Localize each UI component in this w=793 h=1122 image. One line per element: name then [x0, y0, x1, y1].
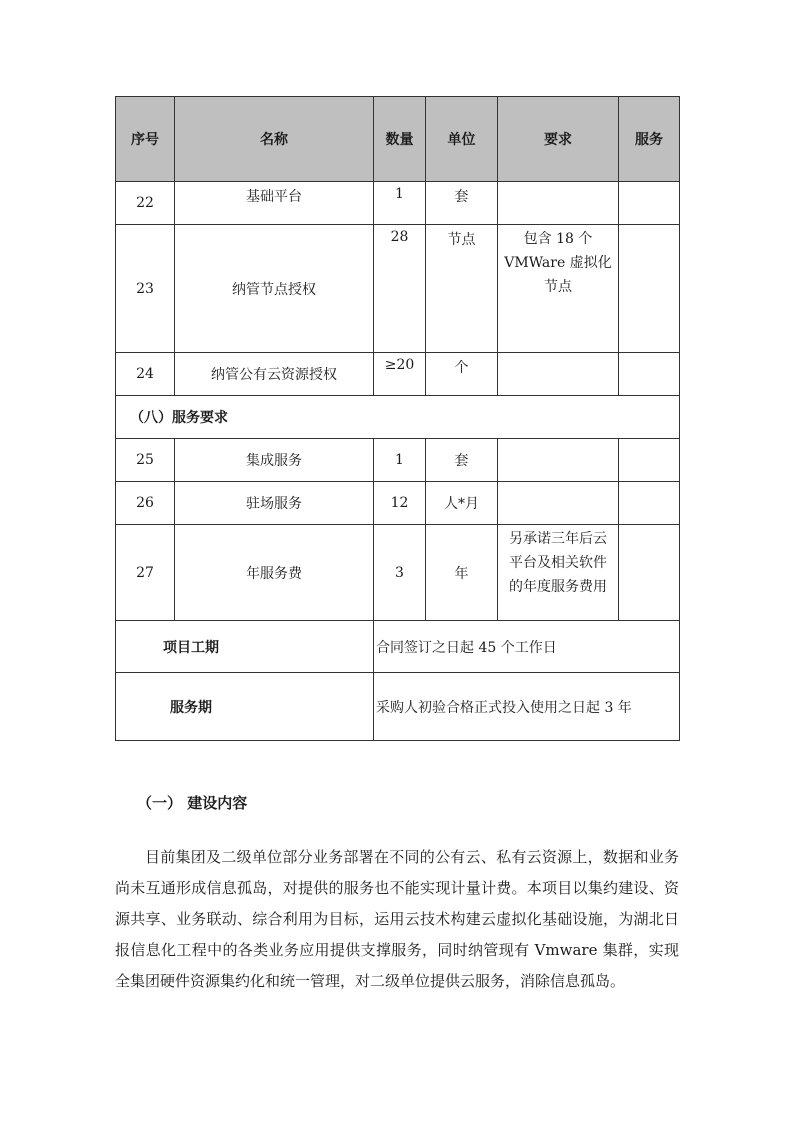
row-qty: 12	[374, 482, 426, 525]
project-period-label-text: 项目工期	[163, 639, 219, 656]
service-period-value: 采购人初验合格正式投入使用之日起 3 年	[374, 673, 680, 741]
row-service	[619, 182, 680, 225]
body-paragraph: 目前集团及二级单位部分业务部署在不同的公有云、私有云资源上，数据和业务尚未互通形成信息孤岛，对提供的服务也不能实现计量计费。本项目以集约建设、资源共享、业务联动、综合利用为目标，运用云技术构建云虚拟化基础设施，为湖北日报信息化工程中的各类业务应用提供支撑服务，同时纳管现有 Vmware 集群，实现全集团硬件资源集约化和统一管理，对二级单位提供云服务，消除信息孤岛。	[115, 848, 679, 990]
table-row	[116, 525, 680, 621]
header-no: 序号	[116, 97, 175, 182]
row-name: 年服务费	[175, 525, 374, 621]
row-unit: 节点	[426, 225, 498, 353]
row-unit: 套	[426, 182, 498, 225]
row-no: 26	[116, 482, 175, 525]
row-service	[619, 525, 680, 621]
header-name: 名称	[175, 97, 374, 182]
row-req	[498, 353, 619, 396]
service-period-label-text: 服务期	[170, 699, 212, 716]
section-heading: （一） 建设内容	[137, 794, 248, 812]
row-unit: 套	[426, 439, 498, 482]
row-no: 22	[116, 182, 175, 225]
row-name: 驻场服务	[175, 482, 374, 525]
row-unit: 年	[426, 525, 498, 621]
row-unit: 人*月	[426, 482, 498, 525]
project-period-label	[116, 621, 374, 673]
row-no: 25	[116, 439, 175, 482]
row-qty: 1	[374, 439, 426, 482]
project-period-row	[116, 621, 680, 673]
row-qty: 28	[374, 225, 426, 353]
section-row	[116, 396, 680, 439]
row-no: 24	[116, 353, 175, 396]
row-qty: ≥20	[374, 353, 426, 396]
table-row	[116, 353, 680, 396]
row-service	[619, 225, 680, 353]
row-qty: 3	[374, 525, 426, 621]
row-req	[498, 182, 619, 225]
header-qty: 数量	[374, 97, 426, 182]
table-row	[116, 225, 680, 353]
row-req: 包含 18 个 VMWare 虚拟化节点	[498, 225, 619, 353]
header-service: 服务	[619, 97, 680, 182]
row-unit: 个	[426, 353, 498, 396]
row-req: 另承诺三年后云平台及相关软件的年度服务费用	[498, 525, 619, 621]
table-row	[116, 482, 680, 525]
project-period-value: 合同签订之日起 45 个工作日	[374, 621, 680, 673]
header-req: 要求	[498, 97, 619, 182]
row-req	[498, 482, 619, 525]
table-row	[116, 182, 680, 225]
row-name: 集成服务	[175, 439, 374, 482]
row-service	[619, 439, 680, 482]
row-no: 23	[116, 225, 175, 353]
table-row	[116, 439, 680, 482]
row-name: 纳管公有云资源授权	[175, 353, 374, 396]
row-qty: 1	[374, 182, 426, 225]
row-no: 27	[116, 525, 175, 621]
spec-table	[115, 96, 680, 741]
service-period-row	[116, 673, 680, 741]
service-period-label	[116, 673, 374, 741]
row-name: 基础平台	[175, 182, 374, 225]
table-header-row	[116, 97, 680, 182]
row-service	[619, 482, 680, 525]
row-req	[498, 439, 619, 482]
row-service	[619, 353, 680, 396]
row-name: 纳管节点授权	[175, 225, 374, 353]
section-title: （八）服务要求	[116, 396, 680, 439]
header-unit: 单位	[426, 97, 498, 182]
